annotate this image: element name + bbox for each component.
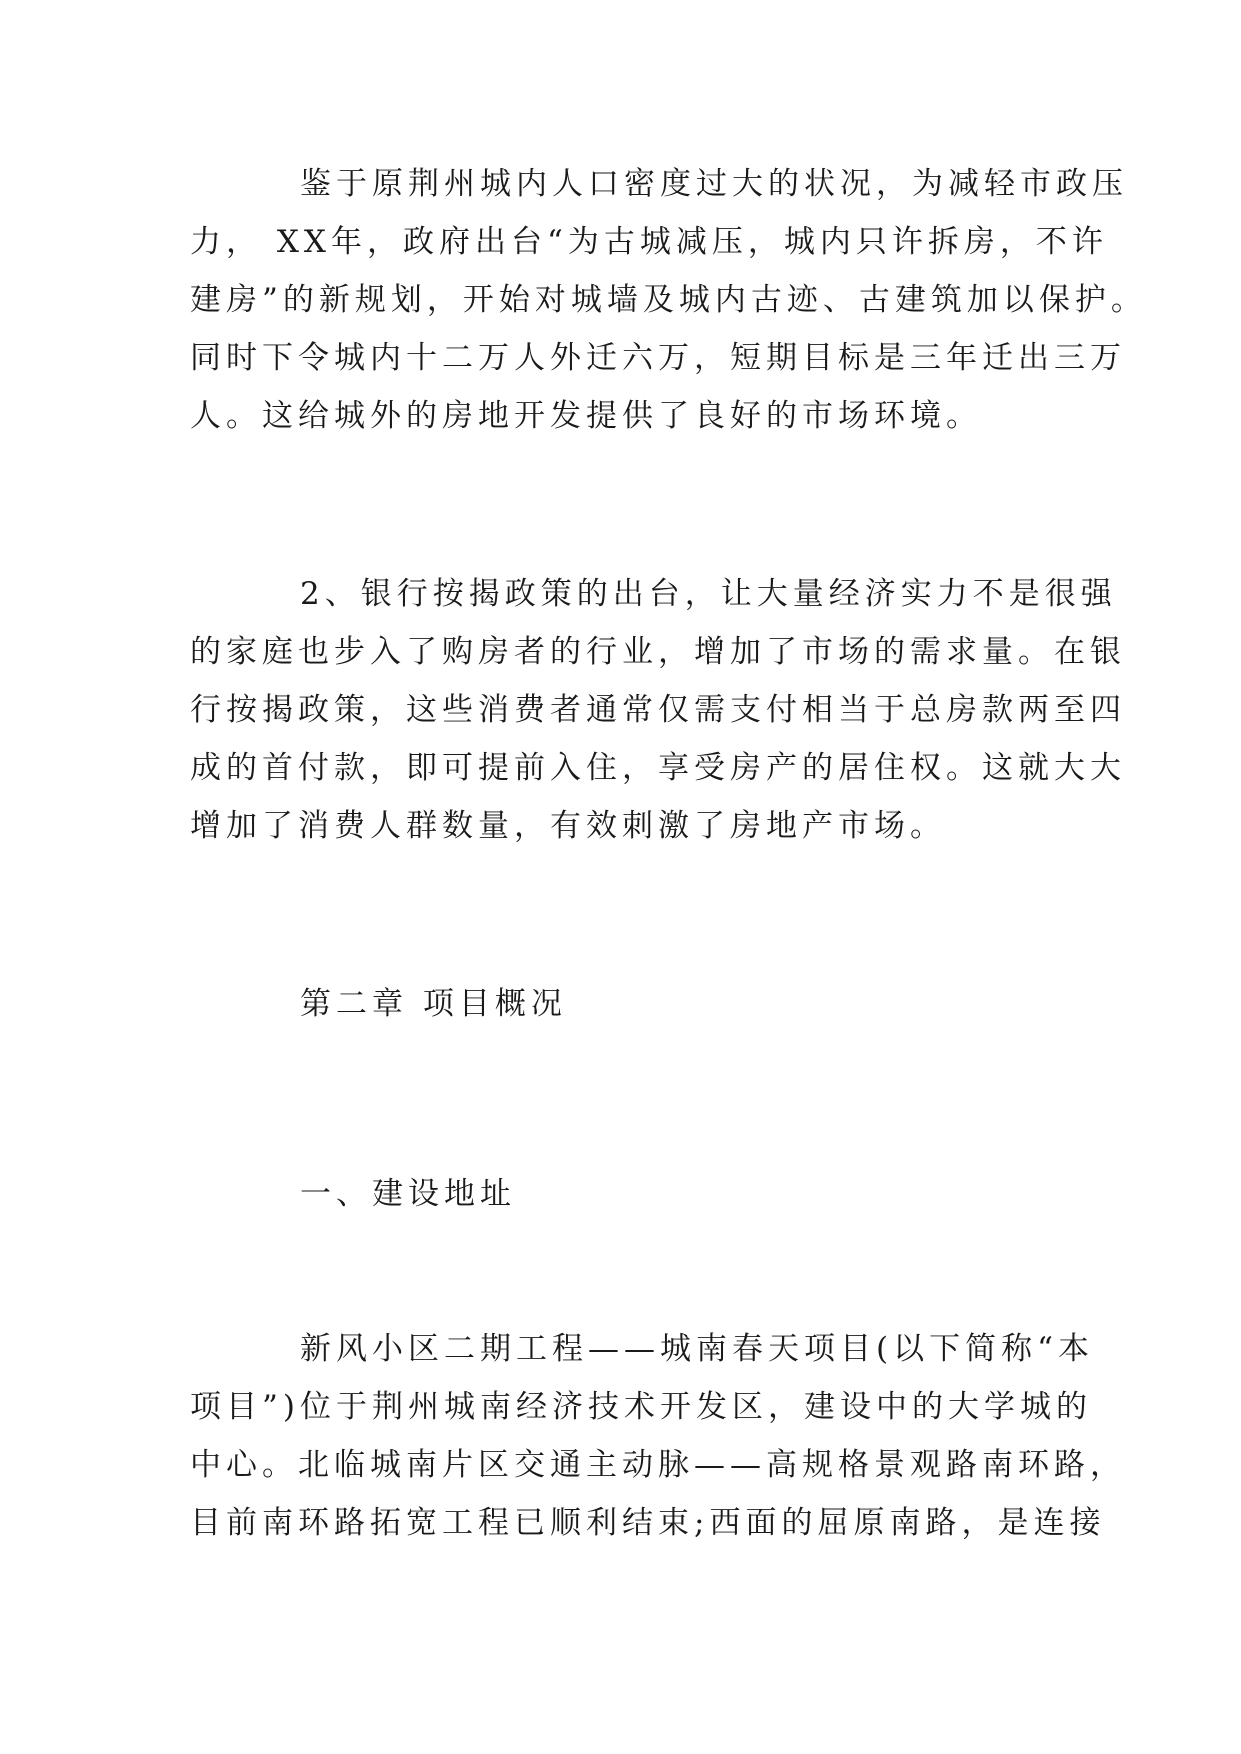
paragraph-line: 2、银行按揭政策的出台，让大量经济实力不是很强 [300,576,1117,612]
paragraph-line: 成的首付款，即可提前入住，享受房产的居住权。这就大大 [190,750,1126,786]
paragraph-mortgage-policy [190,565,1126,855]
paragraph-line: 中心。北临城南片区交通主动脉——高规格景观路南环路， [190,1447,1126,1483]
paragraph-line: 力， XX年，政府出台“为古城减压，城内只许拆房，不许 [190,224,1108,260]
section-heading [190,1165,1070,1223]
chapter-heading-text: 第二章 项目概况 [300,986,567,1022]
paragraph-line: 目前南环路拓宽工程已顺利结束;西面的屈原南路，是连接 [190,1505,1106,1541]
paragraph-line: 增加了消费人群数量，有效刺激了房地产市场。 [190,808,946,844]
paragraph-line: 鉴于原荆州城内人口密度过大的状况，为减轻市政压 [300,166,1128,202]
paragraph-project-location [190,1320,1126,1552]
paragraph-line: 的家庭也步入了购房者的行业，增加了市场的需求量。在银 [190,634,1126,670]
chapter-heading [190,975,1070,1033]
paragraph-line: 建房”的新规划，开始对城墙及城内古迹、古建筑加以保护。 [190,282,1147,318]
section-heading-text: 一、建设地址 [300,1176,516,1212]
paragraph-policy-relocation [190,155,1147,445]
paragraph-line: 同时下令城内十二万人外迁六万，短期目标是三年迁出三万 [190,340,1126,376]
paragraph-line: 行按揭政策，这些消费者通常仅需支付相当于总房款两至四 [190,692,1126,728]
paragraph-line: 人。这给城外的房地开发提供了良好的市场环境。 [190,398,982,434]
paragraph-line: 项目”)位于荆州城南经济技术开发区，建设中的大学城的 [190,1389,1092,1425]
paragraph-line: 新风小区二期工程——城南春天项目(以下简称“本 [300,1331,1094,1367]
